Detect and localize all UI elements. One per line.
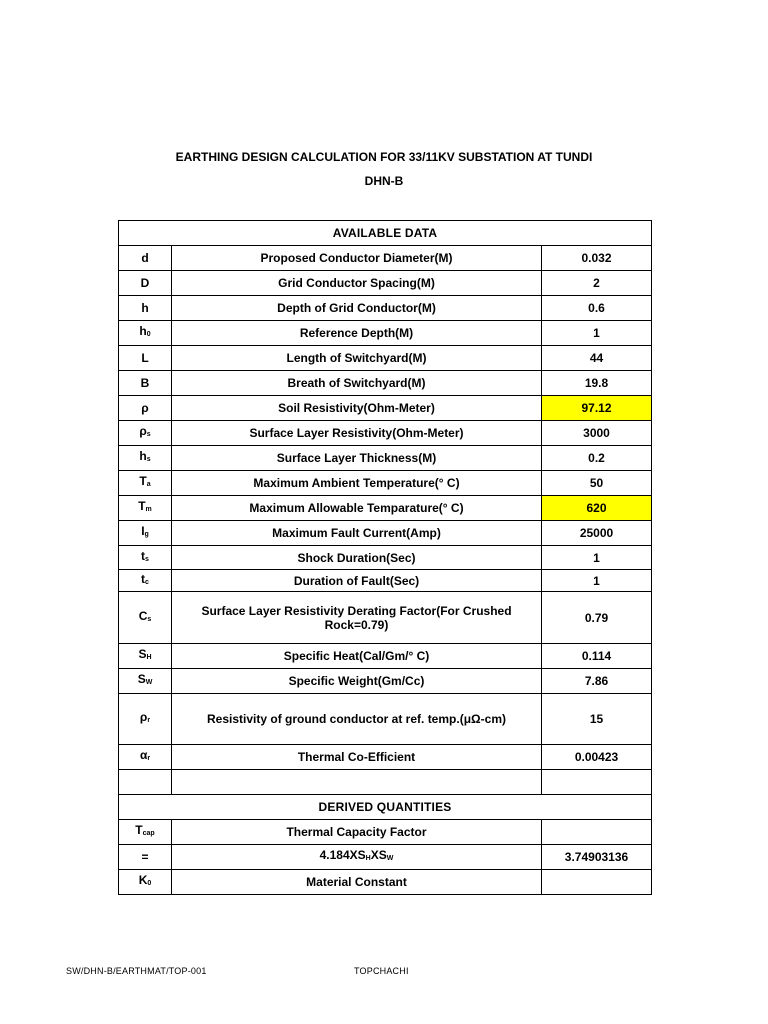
row-symbol: B [119,371,172,396]
row-symbol: d [119,246,172,271]
row-description: Surface Layer Thickness(M) [172,446,542,471]
row-symbol: D [119,271,172,296]
document-title: EARTHING DESIGN CALCULATION FOR 33/11KV SUBSTATION AT TUNDI [175,150,593,164]
table-row [119,421,652,446]
section-available-data: AVAILABLE DATA [119,221,652,246]
table-row [119,570,652,592]
row-description: Proposed Conductor Diameter(M) [172,246,542,271]
row-symbol: $h_0$ [119,321,172,346]
table-row [119,644,652,669]
row-value: 2 [542,271,652,296]
table-row [119,246,652,271]
row-symbol: ρ [119,396,172,421]
row-description: Reference Depth(M) [172,321,542,346]
table-row [119,371,652,396]
row-symbol: $T_m$ [119,496,172,521]
row-description: Specific Weight(Gm/Cc) [172,669,542,694]
row-symbol: $\rho_r$ [119,694,172,745]
row-value: 0.00423 [542,745,652,770]
row-value: 3000 [542,421,652,446]
row-value: 1 [542,546,652,570]
row-value: 15 [542,694,652,745]
empty-row [119,770,652,795]
row-value: 0.114 [542,644,652,669]
row-description: Surface Layer Resistivity Derating Factor(For Crushed Rock=0.79) [172,592,542,644]
row-value [542,820,652,845]
row-value: 0.2 [542,446,652,471]
row-value: 3.74903136 [542,845,652,870]
row-description: Shock Duration(Sec) [172,546,542,570]
empty-cell [542,770,652,795]
row-symbol: $T_a$ [119,471,172,496]
row-value: 1 [542,321,652,346]
row-description: Grid Conductor Spacing(M) [172,271,542,296]
row-description: Thermal Capacity Factor [172,820,542,845]
table-row [119,321,652,346]
section-header-row [119,795,652,820]
row-symbol: $K_0$ [119,870,172,895]
row-symbol: L [119,346,172,371]
document-subtitle: DHN-B [364,174,404,188]
row-symbol: $\rho_s$ [119,421,172,446]
table-row [119,396,652,421]
row-symbol: $S_H$ [119,644,172,669]
row-description: Material Constant [172,870,542,895]
table-row [119,271,652,296]
row-description: Maximum Ambient Temperature(° C) [172,471,542,496]
row-value: 0.032 [542,246,652,271]
row-value: 0.6 [542,296,652,321]
row-description: Duration of Fault(Sec) [172,570,542,592]
section-header-row [119,221,652,246]
table-row [119,346,652,371]
table-row [119,446,652,471]
row-value: 25000 [542,521,652,546]
table-row [119,592,652,644]
table-row [119,669,652,694]
row-formula: $4.184XS_HXS_W$ [172,845,542,870]
table-row [119,820,652,845]
row-description: Thermal Co-Efficient [172,745,542,770]
row-description: Surface Layer Resistivity(Ohm-Meter) [172,421,542,446]
row-value: 19.8 [542,371,652,396]
row-description: Length of Switchyard(M) [172,346,542,371]
row-value: 0.79 [542,592,652,644]
row-symbol: h [119,296,172,321]
row-symbol: $T_{cap}$ [119,820,172,845]
row-value: 50 [542,471,652,496]
table-row [119,471,652,496]
row-value [542,870,652,895]
table-row [119,546,652,570]
footer-location: TOPCHACHI [354,966,409,976]
row-symbol: $C_s$ [119,592,172,644]
table-row [119,296,652,321]
empty-cell [119,770,172,795]
row-description: Resistivity of ground conductor at ref. temp.(μΩ-cm) [172,694,542,745]
row-symbol: $I_g$ [119,521,172,546]
row-symbol: $t_c$ [119,570,172,592]
row-description: Maximum Allowable Temparature(° C) [172,496,542,521]
row-symbol: $S_W$ [119,669,172,694]
footer-doc-code: SW/DHN-B/EARTHMAT/TOP-001 [66,966,207,976]
table-row [119,845,652,870]
row-symbol: $\alpha_r$ [119,745,172,770]
row-description: Maximum Fault Current(Amp) [172,521,542,546]
section-derived-quantities: DERIVED QUANTITIES [119,795,652,820]
earthing-data-table [118,220,652,895]
row-value-highlighted: 620 [542,496,652,521]
row-description: Breath of Switchyard(M) [172,371,542,396]
table-row [119,745,652,770]
row-value: 7.86 [542,669,652,694]
table-row [119,496,652,521]
empty-cell [172,770,542,795]
row-value-highlighted: 97.12 [542,396,652,421]
row-value: 1 [542,570,652,592]
row-symbol: = [119,845,172,870]
row-symbol: $t_s$ [119,546,172,570]
row-value: 44 [542,346,652,371]
row-symbol: $h_s$ [119,446,172,471]
row-description: Depth of Grid Conductor(M) [172,296,542,321]
row-description: Soil Resistivity(Ohm-Meter) [172,396,542,421]
row-description: Specific Heat(Cal/Gm/° C) [172,644,542,669]
table-row [119,870,652,895]
table-row [119,521,652,546]
table-row [119,694,652,745]
